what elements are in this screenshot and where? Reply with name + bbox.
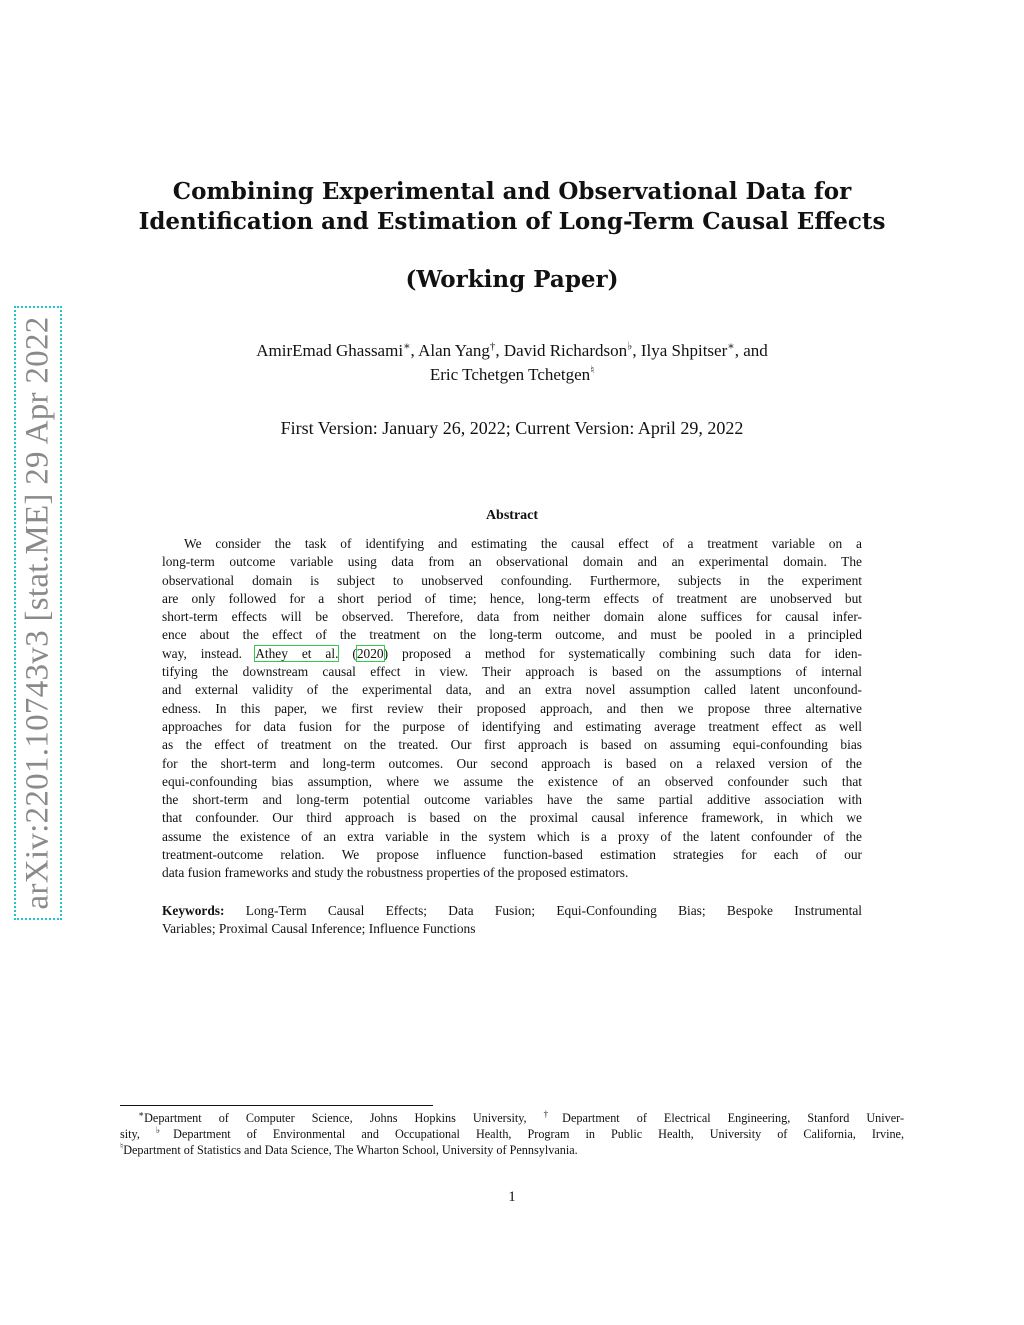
author-line-1 [150,339,874,363]
abstract-line: and external validity of the experimental data, and an extra novel assumption called latent unconfound- [162,682,862,698]
keywords-line-2: Variables; Proximal Causal Inference; Influence Functions [162,921,476,937]
footnote-text: Department of Environmental and Occupational Health, Program in Public Health, University of California, Irvine, [173,1127,905,1141]
abstract-line: approaches for data fusion for the purpose of identifying and estimating average treatment effect as well [162,718,862,734]
abstract-line: observational domain is subject to unobserved confounding. Furthermore, subjects in the experiment [162,572,862,588]
author-separator: , [495,341,504,360]
footnote-line-1 [120,1110,904,1126]
footnote-mark: ∗ [138,1108,145,1119]
title-line-2: Identification and Estimation of Long-Term Causal Effects [138,208,886,235]
abstract-line: assume the existence of an extra variable in the system which is a proxy of the latent confounder of the [162,828,862,844]
author-list [150,339,874,387]
abstract-line: treatment-outcome relation. We propose influence function-based estimation strategies for each of our [162,847,862,863]
keywords-text: Long-Term Causal Effects; Data Fusion; Equi-Confounding Bias; Bespoke Instrumental [245,903,862,918]
footnote-mark: † [543,1108,563,1119]
title-line-1: Combining Experimental and Observational Data for [172,178,852,205]
author-name: AmirEmad Ghassami [256,341,404,360]
footnote-text: Department of Statistics and Data Science, The Wharton School, University of Pennsylvania. [123,1143,578,1157]
affiliation-mark: ∗ [403,340,411,353]
abstract-line: short-term effects will be observed. Therefore, data from neither domain alone suffices for causal infer- [162,609,862,625]
abstract-line: ence about the effect of the treatment on the long-term outcome, and must be pooled in a principled [162,627,862,643]
abstract-body [162,535,862,883]
keywords-label: Keywords: [162,903,225,918]
arxiv-stamp-text: arXiv:2201.10743v3 [stat.ME] 29 Apr 2022 [19,316,56,910]
abstract-line: tifying the downstream causal effect in view. Their approach is based on the assumptions of internal [162,664,862,680]
author-name: Eric Tchetgen Tchetgen [429,365,591,384]
abstract-line: long-term outcome variable using data from an observational domain and an experimental domain. The [162,554,862,570]
citation-author-link[interactable]: Athey et al. [255,645,339,661]
paper-subtitle: (Working Paper) [405,266,619,293]
citation-line-prefix: way, instead. [162,645,242,661]
author-name: David Richardson [503,341,628,360]
abstract-line: as the effect of treatment on the treated. Our first approach is based on assuming equi-confounding bias [162,737,862,753]
author-separator: , [410,341,419,360]
affiliation-mark: ♮ [590,364,595,377]
citation-line-suffix: proposed a method for systematically combining such data for iden- [402,645,863,661]
version-dates: First Version: January 26, 2022; Current Version: April 29, 2022 [280,418,744,438]
affiliation-mark: ♭ [627,340,633,353]
abstract-line: the short-term and long-term potential outcome variables have the same partial additive association with [162,792,862,808]
author-separator: , [632,341,641,360]
arxiv-identifier-stamp[interactable] [14,306,62,920]
citation-close-paren: ) [383,645,389,661]
author-separator: , and [734,341,768,360]
abstract-line: data fusion frameworks and study the robustness properties of the proposed estimators. [162,865,629,881]
author-line-2 [150,363,874,387]
footnote-text: Department of Computer Science, Johns Hopkins University, [144,1111,527,1125]
footnote-text: Department of Electrical Engineering, Stanford Univer- [562,1111,905,1125]
footnote-text: sity, [120,1127,140,1141]
abstract-heading: Abstract [485,508,539,523]
page-number: 1 [508,1189,516,1205]
footnote-mark: ♮ [120,1140,124,1151]
abstract-line: equi-confounding bias assumption, where we assume the existence of an observed confounder such that [162,773,862,789]
keywords-line-1 [162,902,862,920]
abstract-line: edness. In this paper, we first review their proposed approach, and then we propose three alternative [162,700,862,716]
affiliation-mark: ∗ [727,340,735,353]
affiliation-footnotes [120,1110,904,1158]
footnote-divider [120,1105,433,1106]
abstract-citation-line [162,645,862,663]
citation-year-link[interactable]: 2020 [356,645,384,661]
footnote-mark: ♭ [155,1124,174,1135]
author-name: Alan Yang [418,341,490,360]
abstract-line: that confounder. Our third approach is based on the proximal causal inference framework, in which we [162,810,862,826]
abstract-line: are only followed for a short period of time; hence, long-term effects of treatment are unobserved but [162,590,862,606]
affiliation-mark: † [489,340,496,353]
citation-open-paren: ( [352,645,357,661]
abstract-line: We consider the task of identifying and estimating the causal effect of a treatment variable on a [184,536,862,551]
abstract-line: for the short-term and long-term outcomes. Our second approach is based on a relaxed version of the [162,755,862,771]
paper-title [120,177,904,237]
footnote-line-3 [120,1142,904,1158]
author-name: Ilya Shpitser [640,341,728,360]
keywords [162,902,862,939]
footnote-line-2 [120,1126,904,1142]
